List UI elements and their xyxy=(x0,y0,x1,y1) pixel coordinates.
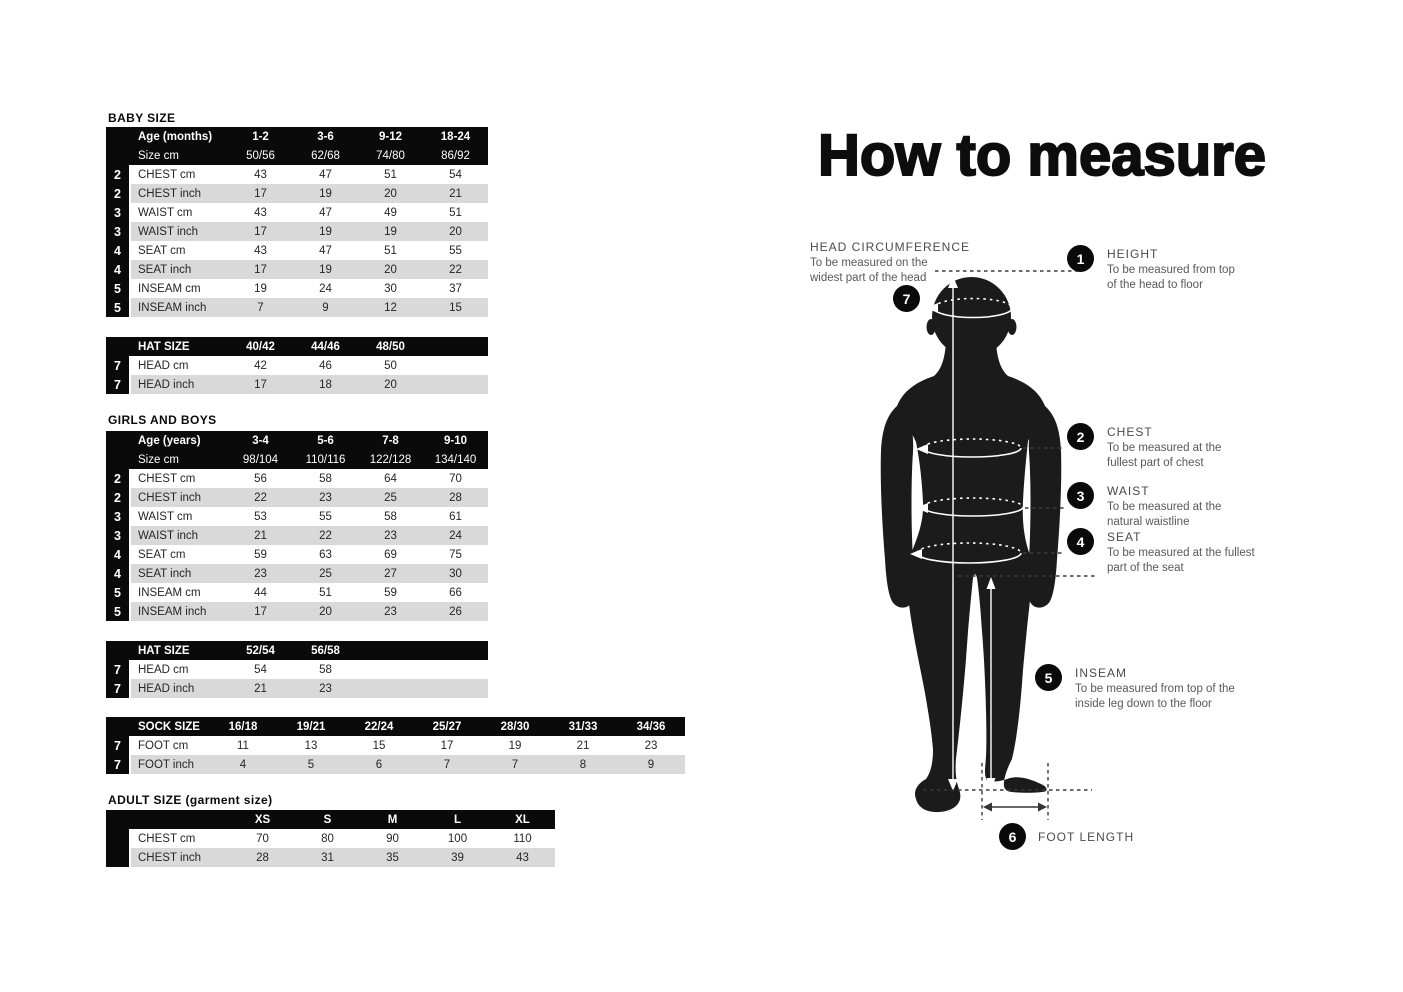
inseam-label: INSEAM xyxy=(1075,666,1128,680)
table-row: 3 WAIST inch 21 22 23 24 xyxy=(106,526,488,545)
table-row: 3 WAIST inch 17 19 19 20 xyxy=(106,222,488,241)
table-row: CHEST cm 70 80 90 100 110 xyxy=(106,829,555,848)
table-row: 5 INSEAM inch 17 20 23 26 xyxy=(106,602,488,621)
foot-length-annotation xyxy=(1038,830,1134,846)
adult-size-title: ADULT SIZE (garment size) xyxy=(108,793,273,807)
height-label: HEIGHT xyxy=(1107,247,1159,261)
table-header-row: Age (years) 3-4 5-6 7-8 9-10 xyxy=(106,431,488,450)
table-row: 5 INSEAM cm 19 24 30 37 xyxy=(106,279,488,298)
marker-3-waist: 3 xyxy=(1067,482,1094,509)
ear-right xyxy=(1008,319,1017,335)
chest-label: CHEST xyxy=(1107,425,1153,439)
height-annotation: HEIGHT To be measured from top of the head to floor xyxy=(1107,247,1235,291)
head-circumference-label: HEAD CIRCUMFERENCE xyxy=(810,240,971,254)
baby-hat-grid xyxy=(106,337,488,394)
table-row: 3 WAIST cm 53 55 58 61 xyxy=(106,507,488,526)
table-header-row: XS S M L XL xyxy=(106,810,555,829)
baby-size-table xyxy=(106,127,488,317)
seat-label: SEAT xyxy=(1107,530,1142,544)
arm-left xyxy=(881,405,914,607)
table-row: 3 WAIST cm 43 47 49 51 xyxy=(106,203,488,222)
table-row: 5 INSEAM cm 44 51 59 66 xyxy=(106,583,488,602)
head-circumference-annotation: HEAD CIRCUMFERENCE To be measured on the widest part of the head xyxy=(810,240,971,284)
girls-boys-size-table xyxy=(106,431,488,621)
marker-5-inseam: 5 xyxy=(1035,664,1062,691)
table-header-row: HAT SIZE 52/54 56/58 xyxy=(106,641,488,660)
seat-annotation: SEAT To be measured at the fullest part of the seat xyxy=(1107,530,1255,574)
table-row: 2 CHEST cm 56 58 64 70 xyxy=(106,469,488,488)
foot-length-arrow xyxy=(983,803,1047,812)
body-shape xyxy=(897,342,1047,812)
table-header-row: Size cm 50/56 62/68 74/80 86/92 xyxy=(106,146,488,165)
chest-annotation: CHEST To be measured at the fullest part of chest xyxy=(1107,425,1222,469)
sock-grid xyxy=(106,717,685,774)
waist-label: WAIST xyxy=(1107,484,1150,498)
table-header-row: SOCK SIZE 16/18 19/21 22/24 25/27 28/30 31/33 34/36 xyxy=(106,717,685,736)
sock-size-table xyxy=(106,717,685,774)
table-row: 7 HEAD inch 17 18 20 xyxy=(106,375,488,394)
adult-grid xyxy=(106,810,555,867)
baby-hat-size-table xyxy=(106,337,488,394)
girls-boys-grid xyxy=(106,431,488,621)
table-row: 5 INSEAM inch 7 9 12 15 xyxy=(106,298,488,317)
table-row: 4 SEAT cm 59 63 69 75 xyxy=(106,545,488,564)
inseam-annotation: INSEAM To be measured from top of the inside leg down to the floor xyxy=(1075,666,1235,710)
table-row: 2 CHEST inch 17 19 20 21 xyxy=(106,184,488,203)
table-row: 2 CHEST inch 22 23 25 28 xyxy=(106,488,488,507)
table-header-row: Age (months) 1-2 3-6 9-12 18-24 xyxy=(106,127,488,146)
arm-right xyxy=(1028,405,1061,607)
table-row: 4 SEAT cm 43 47 51 55 xyxy=(106,241,488,260)
table-header-row: HAT SIZE 40/42 44/46 48/50 xyxy=(106,337,488,356)
table-header-row: Size cm 98/104 110/116 122/128 134/140 xyxy=(106,450,488,469)
table-row: 7 FOOT cm 11 13 15 17 19 21 23 xyxy=(106,736,685,755)
page-title: How to measure xyxy=(818,123,1266,188)
foot-length-label: FOOT LENGTH xyxy=(1038,830,1135,844)
marker-7-head: 7 xyxy=(893,285,920,312)
kids-hat-grid xyxy=(106,641,488,698)
table-row: CHEST inch 28 31 35 39 43 xyxy=(106,848,555,867)
marker-1-height: 1 xyxy=(1067,245,1094,272)
table-row: 4 SEAT inch 23 25 27 30 xyxy=(106,564,488,583)
marker-4-seat: 4 xyxy=(1067,528,1094,555)
adult-size-table xyxy=(106,810,555,867)
table-row: 7 HEAD cm 42 46 50 xyxy=(106,356,488,375)
table-row: 7 HEAD cm 54 58 xyxy=(106,660,488,679)
kids-hat-size-table xyxy=(106,641,488,698)
baby-grid xyxy=(106,127,488,317)
waist-annotation: WAIST To be measured at the natural waistline xyxy=(1107,484,1222,528)
baby-size-title: BABY SIZE xyxy=(108,111,176,125)
table-row: 4 SEAT inch 17 19 20 22 xyxy=(106,260,488,279)
table-row: 7 HEAD inch 21 23 xyxy=(106,679,488,698)
ear-left xyxy=(927,319,936,335)
table-row: 7 FOOT inch 4 5 6 7 7 8 9 xyxy=(106,755,685,774)
table-row: 2 CHEST cm 43 47 51 54 xyxy=(106,165,488,184)
girls-and-boys-title: GIRLS AND BOYS xyxy=(108,413,217,427)
marker-2-chest: 2 xyxy=(1067,423,1094,450)
marker-6-foot-length: 6 xyxy=(999,823,1026,850)
